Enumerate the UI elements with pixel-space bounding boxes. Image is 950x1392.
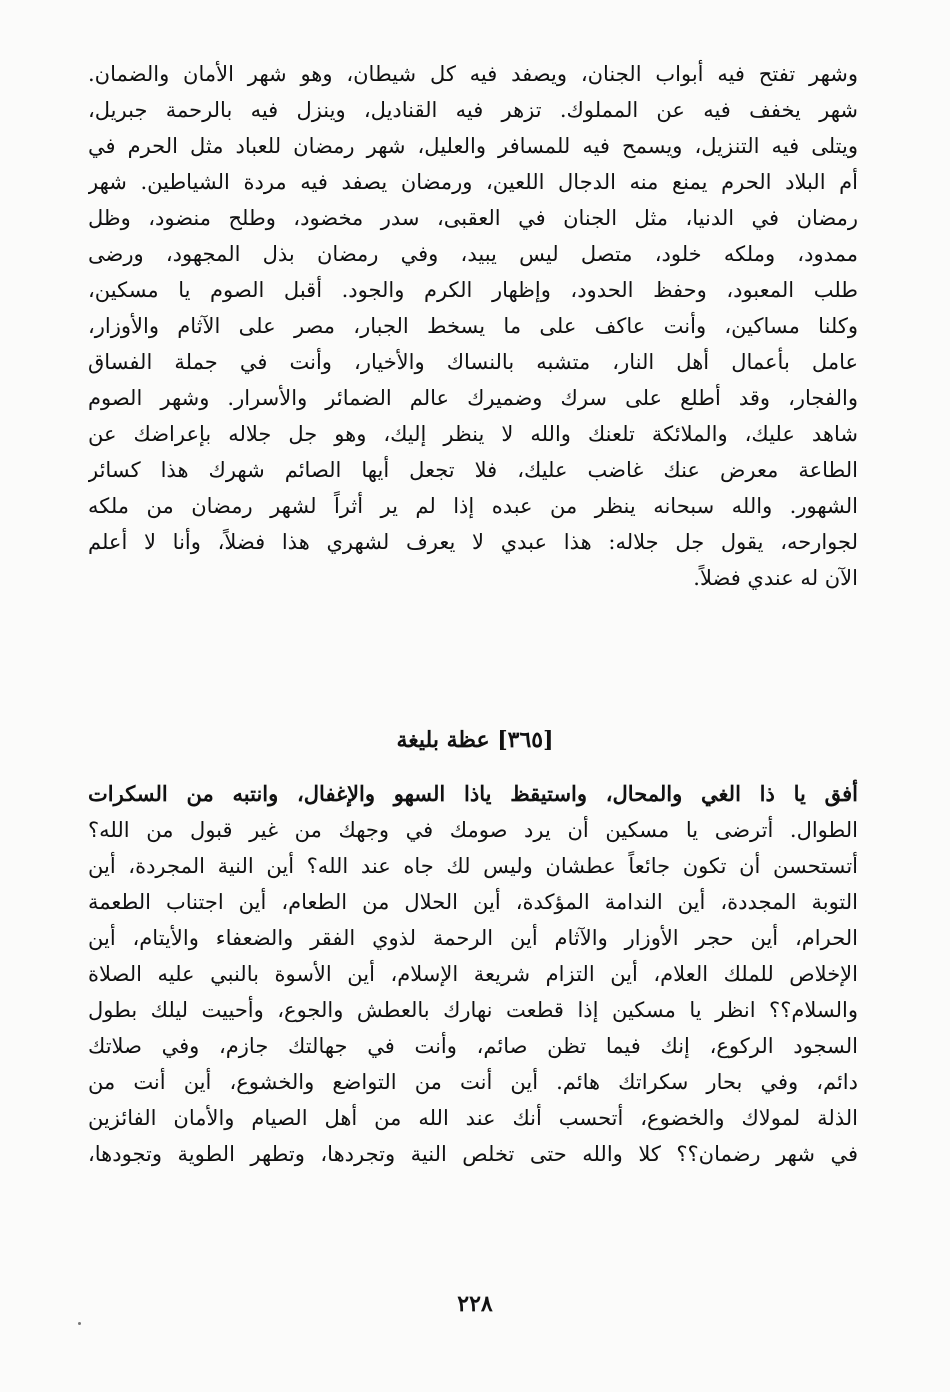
paragraph-1-line: أم البلاد الحرم يمنع منه الدجال اللعين، ورمضان يصفد فيه مردة الشياطين. شهر (88, 170, 858, 194)
paragraph-1-line: الطاعة معرض عنك غاضب عليك، فلا تجعل أيها الصائم شهرك هذا كسائر (88, 458, 858, 482)
paragraph-2 (88, 776, 858, 1172)
paragraph-1-line: عامل بأعمال أهل النار، متشبه بالنساك والأخيار، وأنت في جملة الفساق (88, 350, 858, 374)
paragraph-1-line: طلب المعبود، وحفظ الحدود، وإظهار الكرم والجود. أقبل الصوم يا مسكين، (88, 278, 858, 302)
paragraph-2-line: دائم، وفي بحار سكراتك هائم. أين أنت من التواضع والخشوع، أين أنت من (88, 1070, 858, 1094)
paragraph-1-line: والفجار، وقد أطلع على سرك وضميرك عالم الضمائر والأسرار. وشهر الصوم (88, 386, 858, 410)
paragraph-2-line: أفق يا ذا الغي والمحال، واستيقظ ياذا السهو والإغفال، وانتبه من السكرات (88, 781, 858, 806)
section-heading: [٣٦٥] عظة بليغة (396, 727, 554, 753)
paragraph-1-line: وشهر تفتح فيه أبواب الجنان، ويصفد فيه كل شيطان، وهو شهر الأمان والضمان. (88, 62, 858, 86)
paragraph-1-line: الآن له عندي فضلاً. (693, 566, 858, 590)
paragraph-2-line: الطوال. أترضى يا مسكين أن يرد صومك في وجهك من غير قبول من الله؟ (88, 818, 858, 842)
scan-speck (78, 1322, 81, 1325)
paragraph-1-line: رمضان في الدنيا، مثل الجنان في العقبى، سدر مخضود، وطلح منضود، وظل (88, 206, 858, 230)
paragraph-1-line: ممدود، وملكه خلود، متصل ليس يبيد، وفي رمضان بذل المجهود، ورضى (88, 242, 858, 266)
paragraph-2-line: الحرام، أين حجر الأوزار والآثام أين الرحمة لذوي الفقر والضعفاء والأيتام، أين (88, 926, 858, 950)
paragraph-2-line: السجود الركوع، إنك فيما تظن صائم، وأنت في جهالتك جازم، وفي صلاتك (88, 1034, 858, 1058)
paragraph-1-line: الشهور. والله سبحانه ينظر من عبده إذا لم ير أثراً لشهر رمضان من ملكه (88, 494, 858, 518)
paragraph-2-line: الذلة لمولاك والخضوع، أتحسب أنك عند الله من أهل الصيام والأمان الفائزين (88, 1106, 858, 1130)
paragraph-1-line: شهر يخفف فيه عن المملوك. تزهر فيه القناديل، وينزل فيه بالرحمة جبريل، (88, 98, 858, 122)
page-number: ٢٢٨ (457, 1291, 493, 1317)
paragraph-1-line: وكلنا مساكين، وأنت عاكف على ما يسخط الجبار، مصر على الآثام والأوزار، (88, 314, 858, 338)
paragraph-1 (88, 56, 858, 596)
paragraph-1-line: ويتلى فيه التنزيل، ويسمح فيه للمسافر والعليل، شهر رمضان للعباد مثل الحرم في (88, 134, 858, 158)
paragraph-2-line: التوبة المجددة، أين الندامة المؤكدة، أين الحلال من الطعام، أين اجتناب الطعمة (88, 890, 858, 914)
paragraph-2-line: أتستحسن أن تكون جائعاً عطشان وليس لك جاه عند الله؟ أين النية المجردة، أين (88, 854, 858, 878)
paragraph-2-line: في شهر رضمان؟؟ كلا والله حتى تخلص النية وتجردها، وتطهر الطوية وتجودها، (88, 1142, 858, 1166)
paragraph-2-line: والسلام؟؟ انظر يا مسكين إذا قطعت نهارك بالعطش والجوع، وأحييت ليلك بطول (88, 998, 858, 1022)
paragraph-1-line: شاهد عليك، والملائكة تلعنك والله لا ينظر إليك، وهو جل جلاله بإعراضك عن (88, 422, 858, 446)
paragraph-1-line: لجوارحه، يقول جل جلاله: هذا عبدي لا يعرف لشهري هذا فضلاً، وأنا لا أعلم (88, 530, 858, 554)
paragraph-2-line: الإخلاص للملك العلام، أين التزام شريعة الإسلام، أين الأسوة بالنبي عليه الصلاة (88, 962, 858, 986)
